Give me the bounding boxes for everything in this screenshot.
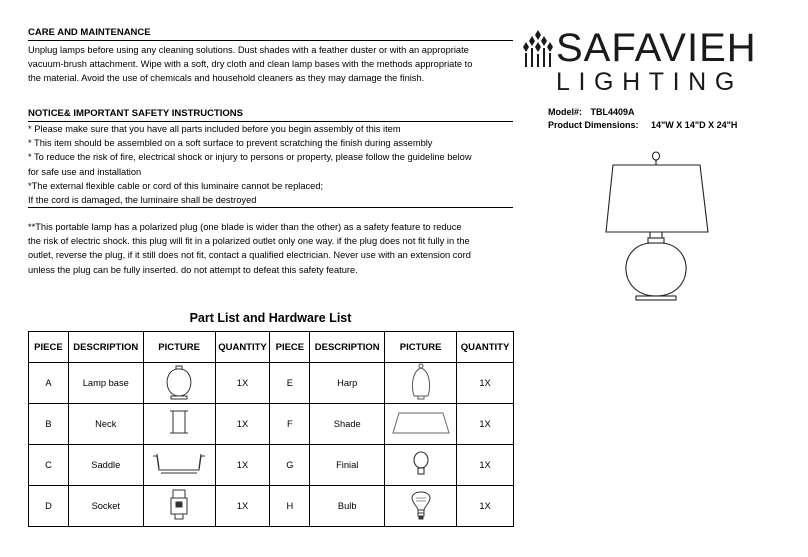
parts-table: [28, 331, 514, 527]
picture-cell: [143, 445, 215, 486]
col-header-piece: PIECE: [29, 332, 69, 363]
safety-line: *The external flexible cable or cord of this luminaire cannot be replaced;: [28, 180, 324, 191]
col-header-picture: PICTURE: [385, 332, 457, 363]
care-divider: [28, 40, 513, 41]
piece-cell: D: [29, 486, 69, 527]
quantity-cell: 1X: [215, 363, 270, 404]
safety-text: [28, 122, 518, 207]
care-heading: CARE AND MAINTENANCE: [28, 27, 151, 38]
piece-cell: H: [270, 486, 310, 527]
description-cell: Finial: [310, 445, 385, 486]
picture-cell: [385, 363, 457, 404]
plug-line: outlet, reverse the plug, if it still does not fit, contact a qualified electrician. Never use with an extension cord: [28, 250, 471, 261]
harp-icon: [406, 363, 436, 401]
safety-line: If the cord is damaged, the luminaire shall be destroyed: [28, 195, 257, 206]
col-header-piece: PIECE: [270, 332, 310, 363]
quantity-cell: 1X: [215, 486, 270, 527]
brand-sub: LIGHTING: [556, 68, 743, 96]
socket-icon: [167, 488, 191, 522]
lamp-illustration: [600, 150, 716, 305]
quantity-cell: 1X: [457, 404, 514, 445]
col-header-description: DESCRIPTION: [310, 332, 385, 363]
quantity-cell: 1X: [457, 363, 514, 404]
description-cell: Lamp base: [68, 363, 143, 404]
col-header-picture: PICTURE: [143, 332, 215, 363]
neck-icon: [167, 408, 191, 438]
piece-cell: G: [270, 445, 310, 486]
quantity-cell: 1X: [457, 445, 514, 486]
description-cell: Bulb: [310, 486, 385, 527]
care-line: vacuum-brush attachment. Wipe with a soft, dry cloth and clean lamp bases with the methods appropriate to: [28, 59, 473, 70]
quantity-cell: 1X: [215, 445, 270, 486]
parts-table-title: Part List and Hardware List: [189, 311, 352, 325]
safety-line: for safe use and installation: [28, 166, 142, 177]
picture-cell: [385, 404, 457, 445]
parts-header-row: [29, 332, 514, 363]
col-header-quantity: QUANTITY: [215, 332, 270, 363]
plug-line: the risk of electric shock. this plug will fit in a polarized outlet only one way. if the plug does not fit fully in the: [28, 236, 470, 247]
description-cell: Neck: [68, 404, 143, 445]
quantity-cell: 1X: [457, 486, 514, 527]
piece-cell: B: [29, 404, 69, 445]
col-header-description: DESCRIPTION: [68, 332, 143, 363]
model-label: Model#:: [548, 107, 583, 117]
safety-line: * This item should be assembled on a soft surface to prevent scratching the finish during assembly: [28, 138, 433, 149]
plug-text: [28, 220, 518, 277]
piece-cell: F: [270, 404, 310, 445]
picture-cell: [385, 445, 457, 486]
model-value: TBL4409A: [590, 107, 635, 117]
description-cell: Shade: [310, 404, 385, 445]
picture-cell: [143, 404, 215, 445]
lamp-base-icon: [159, 364, 199, 400]
description-cell: Socket: [68, 486, 143, 527]
piece-cell: A: [29, 363, 69, 404]
description-cell: Saddle: [68, 445, 143, 486]
table-row: [29, 445, 514, 486]
model-spec: [548, 107, 635, 117]
plug-line: unless the plug can be fully inserted. do not attempt to defeat this safety feature.: [28, 264, 358, 275]
plug-line: **This portable lamp has a polarized plug (one blade is wider than the other) as a safety feature to reduce: [28, 222, 462, 232]
dimensions-spec: [548, 120, 737, 130]
brand-name: SAFAVIEH: [556, 26, 757, 70]
safety-heading: NOTICE& IMPORTANT SAFETY INSTRUCTIONS: [28, 108, 243, 119]
care-line: Unplug lamps before using any cleaning solutions. Dust shades with a feather duster or with an appropriate: [28, 45, 469, 55]
picture-cell: [385, 486, 457, 527]
safety-line: * To reduce the risk of fire, electrical shock or injury to persons or property, please follow the guideline below: [28, 152, 472, 163]
picture-cell: [143, 486, 215, 527]
bulb-icon: [409, 488, 433, 522]
saddle-icon: [149, 450, 209, 478]
care-line: the material. Avoid the use of chemicals and household cleaners as they may damage the finish.: [28, 73, 425, 84]
col-header-quantity: QUANTITY: [457, 332, 514, 363]
piece-cell: E: [270, 363, 310, 404]
table-row: [29, 486, 514, 527]
safavieh-logo-icon: [522, 30, 554, 68]
description-cell: Harp: [310, 363, 385, 404]
shade-icon: [389, 409, 453, 437]
picture-cell: [143, 363, 215, 404]
quantity-cell: 1X: [215, 404, 270, 445]
table-row: [29, 363, 514, 404]
dimensions-label: Product Dimensions:: [548, 120, 639, 130]
piece-cell: C: [29, 445, 69, 486]
safety-bottom-divider: [28, 207, 513, 208]
care-text: [28, 43, 518, 86]
safety-line: * Please make sure that you have all parts included before you begin assembly of this item: [28, 124, 401, 134]
finial-icon: [410, 450, 432, 478]
table-row: [29, 404, 514, 445]
dimensions-value: 14"W X 14"D X 24"H: [651, 120, 738, 130]
